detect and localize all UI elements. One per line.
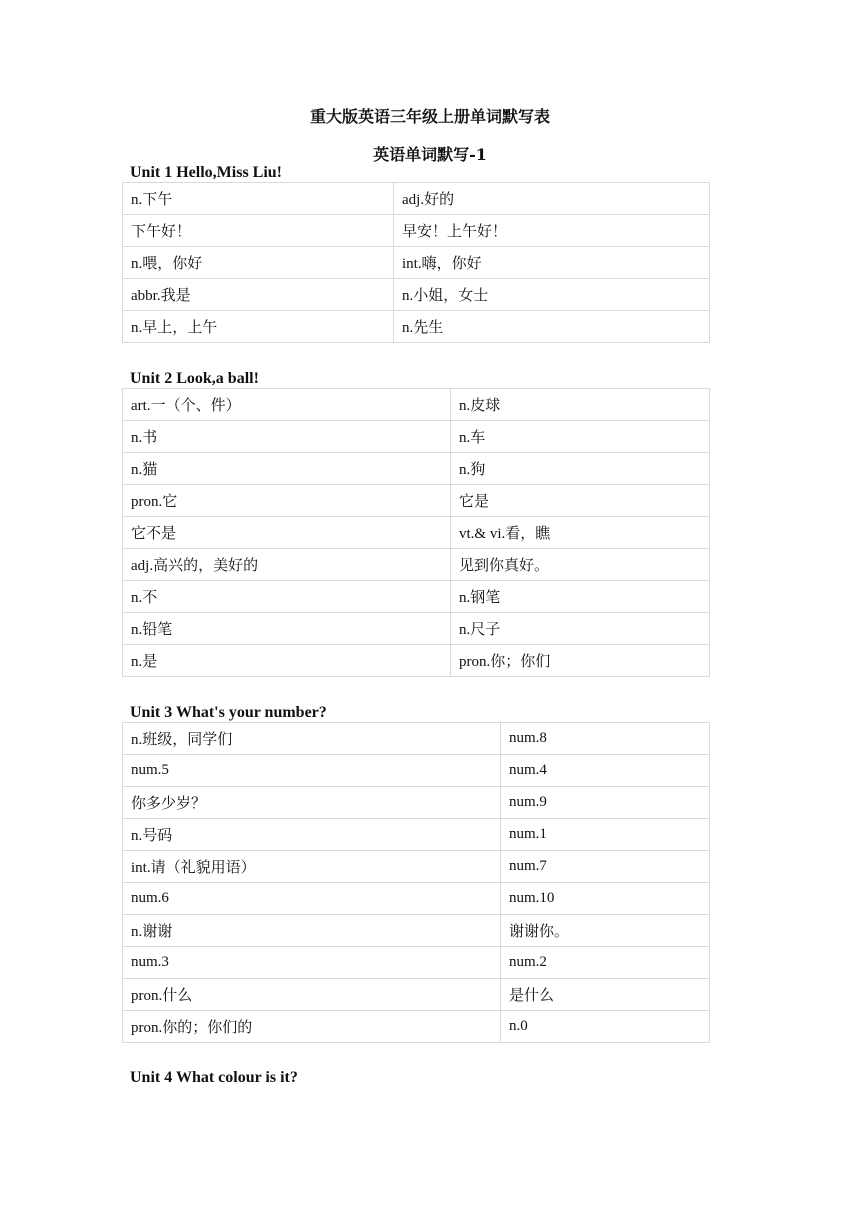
table-row [123, 613, 710, 645]
table-row [123, 453, 710, 485]
table-row [123, 755, 710, 787]
table-row [123, 517, 710, 549]
table-cell: 它是 [451, 485, 710, 517]
table-cell: int.嗨，你好 [394, 247, 710, 279]
table-row [123, 247, 710, 279]
table-row [123, 851, 710, 883]
table-cell: pron.你；你们 [451, 645, 710, 677]
document-subtitle: 英语单词默写-1 [373, 145, 487, 164]
table-row [123, 1011, 710, 1043]
table-row [123, 549, 710, 581]
table-cell: num.4 [501, 755, 710, 787]
table-cell: num.5 [123, 755, 501, 787]
table-cell: n.不 [123, 581, 451, 613]
table-cell: 谢谢你。 [501, 915, 710, 947]
table-cell: art.一（个、件） [123, 389, 451, 421]
table-cell: pron.你的；你们的 [123, 1011, 501, 1043]
table-cell: num.7 [501, 851, 710, 883]
unit-4-section [122, 1068, 709, 1087]
table-cell: n.书 [123, 421, 451, 453]
unit-2-vocab-table [122, 388, 710, 677]
unit-2-heading: Unit 2 Look,a ball! [130, 370, 259, 387]
table-cell: n.铅笔 [123, 613, 451, 645]
table-cell: adj.高兴的，美好的 [123, 549, 451, 581]
table-row [123, 883, 710, 915]
table-row [123, 183, 710, 215]
table-row [123, 645, 710, 677]
table-row [123, 279, 710, 311]
table-cell: n.下午 [123, 183, 394, 215]
unit-1-vocab-table [122, 182, 710, 343]
table-row [123, 389, 710, 421]
table-row [123, 581, 710, 613]
table-row [123, 979, 710, 1011]
table-cell: n.先生 [394, 311, 710, 343]
table-cell: adj.好的 [394, 183, 710, 215]
table-cell: n.狗 [451, 453, 710, 485]
table-cell: pron.它 [123, 485, 451, 517]
table-row [123, 947, 710, 979]
table-row [123, 819, 710, 851]
table-cell: 是什么 [501, 979, 710, 1011]
unit-1-section [122, 163, 709, 343]
table-cell: num.8 [501, 723, 710, 755]
table-cell: n.班级，同学们 [123, 723, 501, 755]
table-cell: n.小姐，女士 [394, 279, 710, 311]
table-row [123, 485, 710, 517]
table-row [123, 787, 710, 819]
table-cell: 你多少岁？ [123, 787, 501, 819]
table-row [123, 215, 710, 247]
table-cell: n.谢谢 [123, 915, 501, 947]
table-cell: num.6 [123, 883, 501, 915]
table-cell: n.猫 [123, 453, 451, 485]
unit-3-section [122, 703, 709, 1043]
table-cell: num.3 [123, 947, 501, 979]
table-cell: n.车 [451, 421, 710, 453]
table-cell: vt.& vi.看，瞧 [451, 517, 710, 549]
table-cell: n.喂，你好 [123, 247, 394, 279]
table-cell: 见到你真好。 [451, 549, 710, 581]
table-cell: n.尺子 [451, 613, 710, 645]
table-row [123, 915, 710, 947]
unit-2-section [122, 369, 709, 677]
table-cell: n.号码 [123, 819, 501, 851]
table-cell: 早安！上午好！ [394, 215, 710, 247]
document-title: 重大版英语三年级上册单词默写表 [309, 107, 550, 126]
unit-3-heading: Unit 3 What's your number? [130, 704, 327, 721]
table-cell: n.皮球 [451, 389, 710, 421]
table-cell: n.早上，上午 [123, 311, 394, 343]
unit-4-heading: Unit 4 What colour is it? [130, 1069, 298, 1086]
table-row [123, 421, 710, 453]
table-cell: num.1 [501, 819, 710, 851]
table-cell: abbr.我是 [123, 279, 394, 311]
table-cell: n.钢笔 [451, 581, 710, 613]
table-cell: n.0 [501, 1011, 710, 1043]
table-cell: num.2 [501, 947, 710, 979]
table-cell: num.9 [501, 787, 710, 819]
table-cell: 它不是 [123, 517, 451, 549]
table-cell: n.是 [123, 645, 451, 677]
table-row [123, 723, 710, 755]
unit-1-heading: Unit 1 Hello,Miss Liu! [130, 164, 283, 181]
unit-3-vocab-table [122, 722, 710, 1043]
table-row [123, 311, 710, 343]
table-cell: pron.什么 [123, 979, 501, 1011]
table-cell: num.10 [501, 883, 710, 915]
table-cell: int.请（礼貌用语） [123, 851, 501, 883]
table-cell: 下午好！ [123, 215, 394, 247]
